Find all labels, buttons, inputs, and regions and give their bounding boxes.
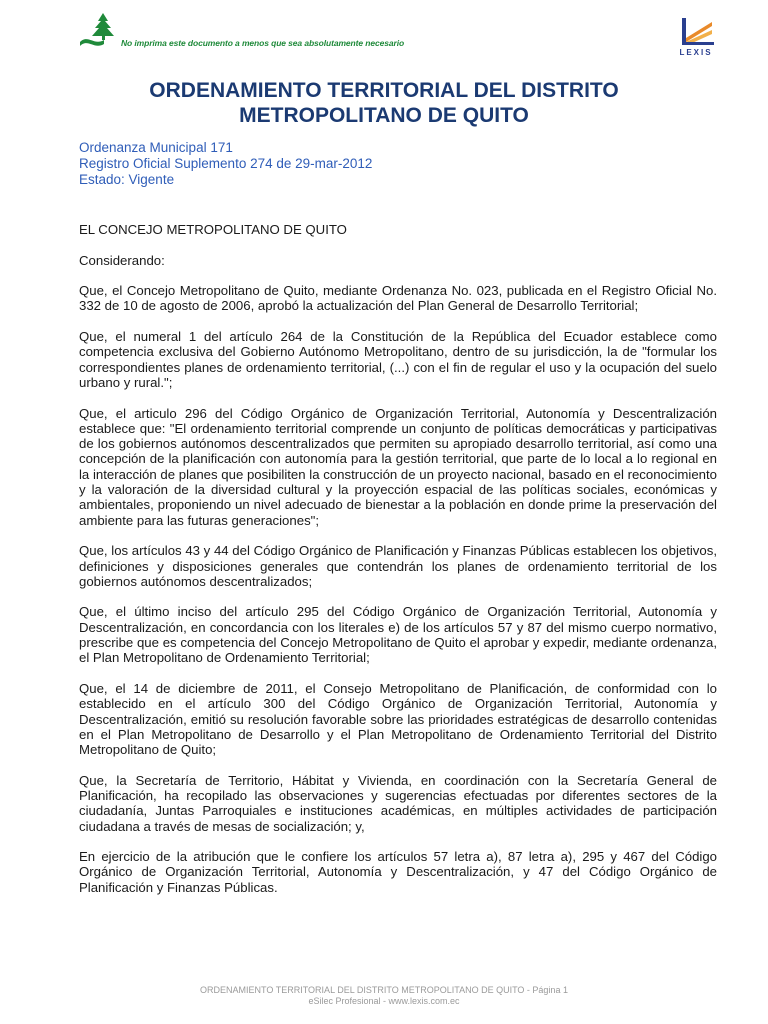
- lexis-logo-icon: [668, 14, 724, 48]
- paragraph: Que, los artículos 43 y 44 del Código Orgánico de Planificación y Finanzas Públicas establecen los objetivos, definiciones y disposiciones generales que contendrán los planes de ordenamiento territorial de los gobiernos autónomos descentralizados;: [79, 543, 717, 589]
- considering-label: Considerando:: [79, 252, 165, 268]
- document-body: [79, 222, 717, 910]
- official-registry: Registro Oficial Suplemento 274 de 29-mar-2012: [79, 156, 373, 171]
- paragraph: Que, el 14 de diciembre de 2011, el Consejo Metropolitano de Planificación, de conformidad con lo establecido en el artículo 300 del Código Orgánico de Organización Territorial, Autonomía y Descentralización, emitió su resolución favorable sobre las prioridades estratégicas de desarrollo contenidas en el Plan Metropolitano de Desarrollo y el Plan Metropolitano de Ordenamiento Territorial del Distrito Metropolitano de Quito;: [79, 680, 717, 758]
- page-header: [0, 0, 768, 70]
- paragraph: Que, el articulo 296 del Código Orgánico de Organización Territorial, Autonomía y Descentralización establece que: "El ordenamiento territorial comprende un conjunto de políticas democráticas y participativas de los gobiernos autónomos descentralizados que permiten su apropiado desarrollo territorial, así como una concepción de la planificación con autonomía para la gestión territorial, que parte de lo local a lo regional en la interacción de planes que posibiliten la construcción de un proyecto nacional, basado en el reconocimiento y la valoración de la diversidad cultural y la proyección espacial de las políticas sociales, económicas y ambientales, proponiendo un nivel adecuado de bienestar a la población en donde prime la preservación del ambiente para las futuras generaciones";: [79, 405, 717, 528]
- paragraph: En ejercicio de la atribución que le confiere los artículos 57 letra a), 87 letra a), 295 y 467 del Código Orgánico de Organización Territorial, Autonomía y Descentralización, y 47 del Código Orgánico de Planificación y Finanzas Públicas.: [79, 849, 717, 895]
- council-heading: EL CONCEJO METROPOLITANO DE QUITO: [79, 222, 347, 237]
- paragraph: Que, el último inciso del artículo 295 del Código Orgánico de Organización Territorial, Autonomía y Descentralización, en concordancia con los literales e) de los artículos 57 y 87 del mismo cuerpo normativo, prescribe que es competencia del Concejo Metropolitano de Quito el aprobar y expedir, mediante ordenanza, el Plan Metropolitano de Ordenamiento Territorial;: [79, 604, 717, 666]
- paragraph: Que, el numeral 1 del artículo 264 de la Constitución de la República del Ecuador establece como competencia exclusiva del Gobierno Autónomo Metropolitano, dentro de su jurisdicción, la de "formular los correspondientes planes de ordenamiento territorial, (...) con el fin de regular el uso y la ocupación del suelo urbano y rural.";: [79, 329, 717, 390]
- title-line-2: METROPOLITANO DE QUITO: [239, 104, 529, 127]
- lexis-logo: [668, 14, 724, 60]
- ordinance-number: Ordenanza Municipal 171: [79, 140, 233, 155]
- paragraph: Que, el Concejo Metropolitano de Quito, mediante Ordenanza No. 023, publicada en el Registro Oficial No. 332 de 10 de agosto de 2006, aprobó la actualización del Plan General de Desarrollo Territorial;: [79, 283, 717, 314]
- eco-print-notice: No imprima este documento a menos que sea absolutamente necesario: [121, 38, 405, 48]
- document-meta: [79, 140, 679, 188]
- page-footer: [0, 985, 768, 1007]
- paragraph: Que, la Secretaría de Territorio, Hábitat y Vivienda, en coordinación con la Secretaría General de Planificación, ha recopilado las observaciones y sugerencias efectuadas por diferentes sectores de la ciudadanía, Juntas Parroquiales e instituciones académicas, en múltiples actividades de participación ciudadana a través de mesas de socialización; y,: [79, 772, 717, 834]
- title-line-1: ORDENAMIENTO TERRITORIAL DEL DISTRITO: [149, 79, 619, 102]
- tree-logo-icon: [78, 12, 116, 48]
- lexis-logo-text: LEXIS: [679, 48, 713, 57]
- document-status: Estado: Vigente: [79, 172, 175, 187]
- document-title: [60, 78, 708, 128]
- footer-publisher: eSilec Profesional - www.lexis.com.ec: [308, 996, 460, 1006]
- footer-page-info: ORDENAMIENTO TERRITORIAL DEL DISTRITO METROPOLITANO DE QUITO - Página 1: [200, 985, 568, 995]
